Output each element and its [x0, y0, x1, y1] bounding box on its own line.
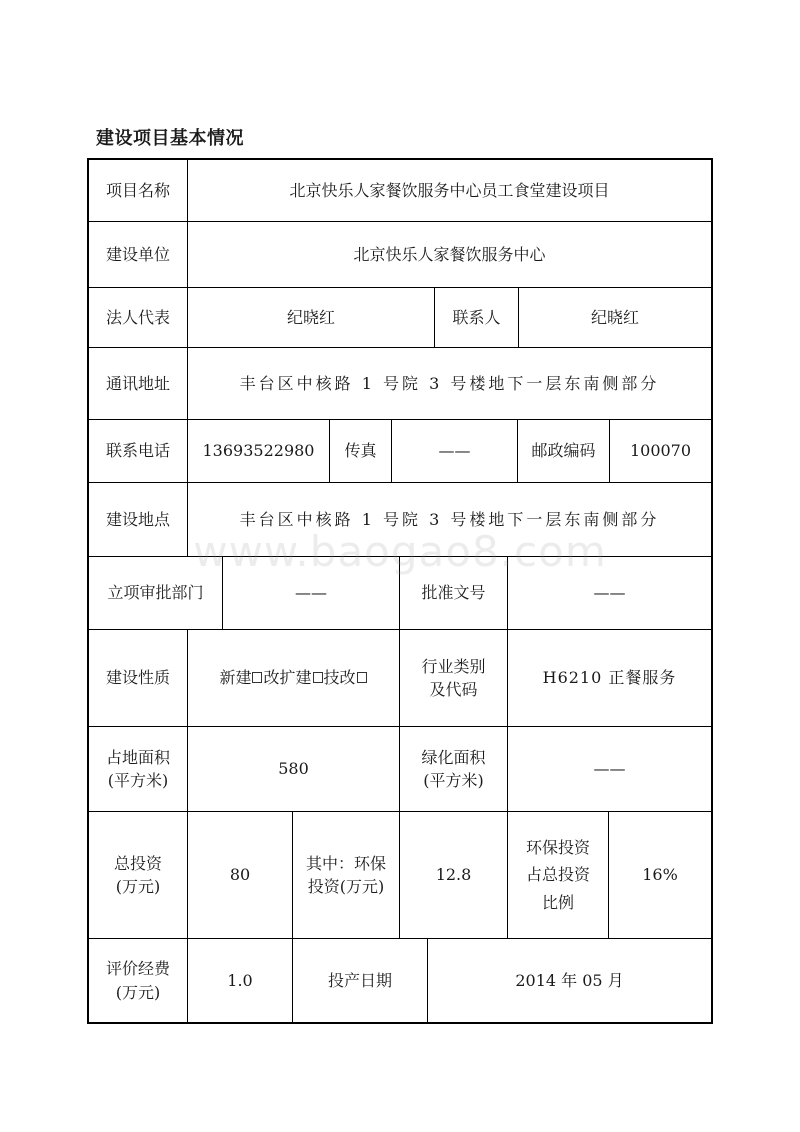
value-contact: 纪晓红: [590, 307, 639, 327]
label-green-area-line2: (平方米): [423, 771, 484, 790]
label-env-investment-line1: 其中：环保: [305, 853, 386, 873]
value-approval-dept: ——: [295, 583, 327, 603]
option-expansion: 改扩建: [263, 668, 312, 688]
label-industry-line1: 行业类别: [421, 656, 486, 676]
label-postal-code: 邮政编码: [531, 441, 596, 461]
checkbox-tech-upgrade[interactable]: [357, 672, 367, 683]
watermark: www.baogao8.com: [193, 527, 607, 576]
value-phone: 13693522980: [202, 441, 315, 461]
value-total-investment: 80: [229, 865, 251, 885]
label-fax: 传真: [344, 441, 377, 461]
label-contact: 联系人: [452, 307, 501, 327]
label-eval-fee-line2: (万元): [115, 982, 161, 1002]
label-eval-fee: [89, 939, 187, 1022]
value-approval-doc: ——: [593, 583, 626, 603]
label-land-area-line2: (平方米): [107, 771, 169, 790]
value-green-area: ——: [593, 759, 626, 779]
option-tech-upgrade: 技改: [323, 668, 356, 688]
section-title: 建设项目基本情况: [96, 128, 244, 149]
value-env-investment: 12.8: [435, 865, 472, 885]
label-industry-line2: 及代码: [429, 680, 478, 699]
label-address: 通讯地址: [105, 373, 170, 393]
label-industry: [400, 630, 507, 726]
label-legal-rep: 法人代表: [105, 307, 170, 327]
value-industry: H6210 正餐服务: [542, 668, 677, 688]
value-postal-code: 100070: [629, 441, 692, 461]
label-project-name: 项目名称: [105, 180, 170, 200]
label-total-investment-line1: 总投资: [113, 853, 162, 873]
label-approval-dept: 立项审批部门: [107, 583, 204, 603]
label-approval-doc: 批准文号: [421, 583, 486, 603]
label-env-investment: [293, 812, 399, 938]
label-eval-fee-line1: 评价经费: [105, 959, 170, 979]
nature-options: [188, 630, 399, 726]
value-land-area: 580: [278, 759, 309, 779]
value-fax: ——: [438, 441, 471, 461]
value-env-ratio: 16%: [642, 865, 678, 885]
label-land-area: [89, 727, 187, 811]
value-project-name: 北京快乐人家餐饮服务中心员工食堂建设项目: [289, 180, 610, 200]
label-construction-unit: 建设单位: [105, 244, 170, 264]
checkbox-new-build[interactable]: [252, 672, 262, 683]
label-phone: 联系电话: [105, 441, 170, 461]
option-new-build: 新建: [219, 668, 252, 688]
value-construction-unit: 北京快乐人家餐饮服务中心: [353, 244, 546, 264]
label-green-area-line1: 绿化面积: [421, 747, 486, 767]
label-green-area: [400, 727, 507, 811]
label-env-ratio-line1: 环保投资: [525, 838, 590, 858]
label-nature: 建设性质: [105, 668, 170, 688]
value-site: 丰台区中核路 1 号院 3 号楼地下一层东南侧部分: [239, 509, 660, 529]
label-total-investment-line2: (万元): [115, 877, 161, 896]
label-site: 建设地点: [105, 509, 170, 529]
label-env-ratio-line3: 比例: [541, 892, 574, 912]
value-address: 丰台区中核路 1 号院 3 号楼地下一层东南侧部分: [239, 373, 660, 393]
value-legal-rep: 纪晓红: [286, 307, 335, 327]
value-eval-fee: 1.0: [227, 970, 253, 990]
label-production-date: 投产日期: [327, 970, 392, 990]
label-land-area-line1: 占地面积: [105, 747, 170, 767]
value-production-date: 2014 年 05 月: [515, 970, 624, 990]
label-env-ratio: [508, 812, 608, 938]
label-total-investment: [89, 812, 187, 938]
label-env-investment-line2: 投资(万元): [307, 877, 385, 896]
checkbox-expansion[interactable]: [313, 672, 323, 683]
label-env-ratio-line2: 占总投资: [525, 865, 590, 885]
